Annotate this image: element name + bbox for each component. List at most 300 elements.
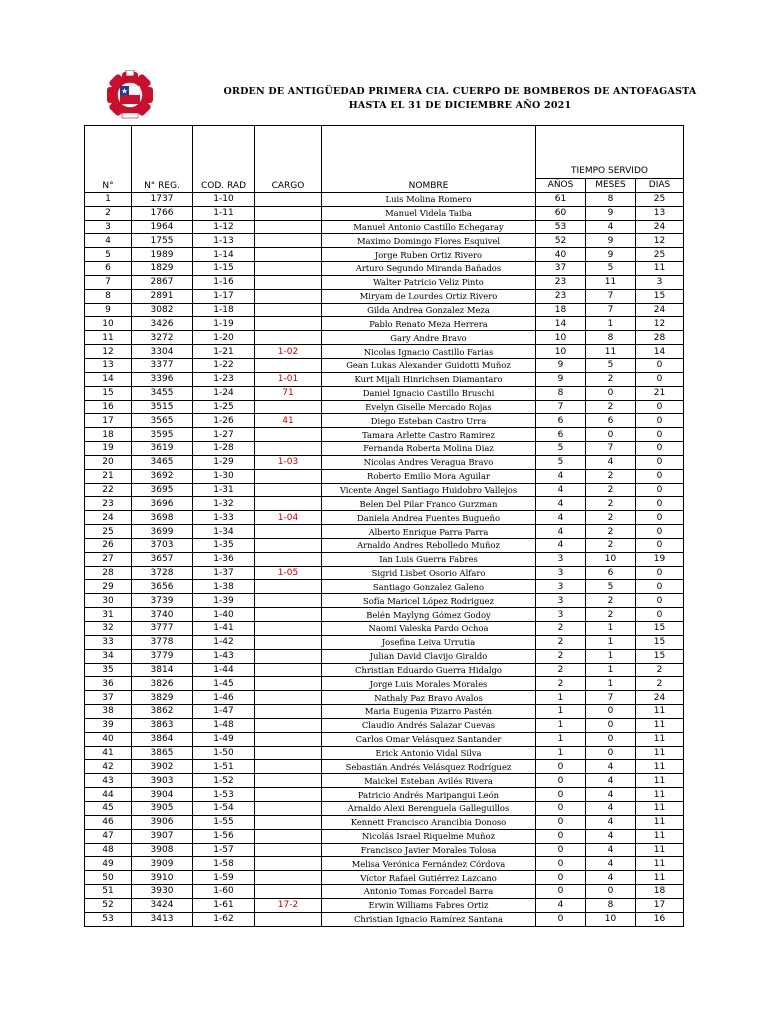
cell-cod-rad: 1-61 [193,898,255,912]
cell-cargo [255,497,322,511]
table-row [85,358,684,372]
cell-cargo [255,220,322,234]
cell-num: 49 [85,857,132,871]
cell-cod-rad: 1-11 [193,206,255,220]
table-row [85,801,684,815]
cell-num: 6 [85,262,132,276]
table-row [85,635,684,649]
cell-num: 40 [85,732,132,746]
header-tiempo-servido: TIEMPO SERVIDO [536,164,684,179]
cell-meses: 0 [586,746,636,760]
cell-nombre: Nicolas Andres Veragua Bravo [322,455,536,469]
cell-num: 11 [85,331,132,345]
cell-cargo [255,538,322,552]
cell-meses: 2 [586,538,636,552]
cell-anos: 7 [536,400,586,414]
cell-anos: 6 [536,428,586,442]
cell-nombre: Manuel Videla Taiba [322,206,536,220]
cell-cargo [255,635,322,649]
cell-meses: 0 [586,428,636,442]
table-row [85,677,684,691]
cell-meses: 2 [586,511,636,525]
cell-meses: 0 [586,718,636,732]
cell-num: 36 [85,677,132,691]
cell-dias: 11 [636,857,684,871]
cell-anos: 40 [536,248,586,262]
cell-cargo [255,649,322,663]
header-anos: AÑOS [536,179,586,193]
cell-reg: 1737 [132,192,193,206]
cell-cod-rad: 1-48 [193,718,255,732]
cell-meses: 4 [586,788,636,802]
cell-reg: 3864 [132,732,193,746]
cell-dias: 3 [636,275,684,289]
table-row [85,815,684,829]
cell-nombre: Gary Andre Bravo [322,331,536,345]
table-row [85,580,684,594]
cell-num: 10 [85,317,132,331]
cell-reg: 2891 [132,289,193,303]
table-row [85,566,684,580]
cell-anos: 0 [536,760,586,774]
cell-cargo [255,622,322,636]
cell-cargo [255,400,322,414]
cell-cargo [255,262,322,276]
cell-reg: 3426 [132,317,193,331]
cell-dias: 0 [636,455,684,469]
cell-cargo: 1-03 [255,455,322,469]
cell-nombre: Naomi Valeska Pardo Ochoa [322,622,536,636]
cell-reg: 3903 [132,774,193,788]
cell-cargo [255,843,322,857]
cell-anos: 0 [536,885,586,899]
cell-meses: 4 [586,871,636,885]
cell-cargo [255,552,322,566]
cell-anos: 10 [536,345,586,359]
cell-dias: 15 [636,649,684,663]
cell-num: 1 [85,192,132,206]
cell-meses: 8 [586,331,636,345]
cell-anos: 8 [536,386,586,400]
cell-dias: 16 [636,912,684,926]
cell-reg: 3826 [132,677,193,691]
table-row [85,871,684,885]
cell-meses: 4 [586,801,636,815]
cell-num: 44 [85,788,132,802]
cell-nombre: Fernanda Roberta Molina Diaz [322,442,536,456]
cell-nombre: Jorge Luis Morales Morales [322,677,536,691]
table-row [85,442,684,456]
cell-num: 46 [85,815,132,829]
cell-meses: 8 [586,898,636,912]
cell-cargo [255,788,322,802]
cell-reg: 1755 [132,234,193,248]
cell-cod-rad: 1-55 [193,815,255,829]
cell-meses: 1 [586,622,636,636]
cell-nombre: Tamara Arlette Castro Ramirez [322,428,536,442]
cell-reg: 3907 [132,829,193,843]
cell-dias: 25 [636,248,684,262]
cell-nombre: Nicolás Israel Riquelme Muñoz [322,829,536,843]
cell-anos: 1 [536,732,586,746]
table-row [85,386,684,400]
cell-meses: 2 [586,497,636,511]
cell-nombre: Kennett Francisco Arancibia Donoso [322,815,536,829]
cell-dias: 17 [636,898,684,912]
cell-meses: 6 [586,414,636,428]
cell-dias: 11 [636,732,684,746]
cell-cargo [255,275,322,289]
cell-meses: 0 [586,732,636,746]
cell-anos: 4 [536,525,586,539]
cell-num: 2 [85,206,132,220]
cell-dias: 0 [636,483,684,497]
cell-cod-rad: 1-47 [193,705,255,719]
table-row [85,428,684,442]
cell-meses: 4 [586,857,636,871]
table-row [85,788,684,802]
cell-cargo: 1-04 [255,511,322,525]
cell-cod-rad: 1-43 [193,649,255,663]
cell-meses: 7 [586,691,636,705]
cell-reg: 3455 [132,386,193,400]
cell-num: 28 [85,566,132,580]
cell-dias: 11 [636,774,684,788]
table-row [85,898,684,912]
cell-nombre: Daniela Andrea Fuentes Bugueño [322,511,536,525]
cell-nombre: Maximo Domingo Flores Esquivel [322,234,536,248]
cell-num: 39 [85,718,132,732]
cell-num: 26 [85,538,132,552]
cell-dias: 0 [636,442,684,456]
cell-cod-rad: 1-13 [193,234,255,248]
cell-anos: 0 [536,788,586,802]
cell-cargo [255,774,322,788]
cell-anos: 0 [536,829,586,843]
cell-num: 18 [85,428,132,442]
cell-cargo [255,718,322,732]
cell-cargo [255,428,322,442]
cell-dias: 11 [636,262,684,276]
cell-dias: 24 [636,220,684,234]
cell-cod-rad: 1-15 [193,262,255,276]
cell-meses: 5 [586,580,636,594]
cell-reg: 3515 [132,400,193,414]
cell-cargo [255,732,322,746]
cell-cargo [255,663,322,677]
cell-reg: 3396 [132,372,193,386]
cell-meses: 2 [586,608,636,622]
table-row [85,746,684,760]
cell-reg: 3465 [132,455,193,469]
table-row [85,248,684,262]
cell-num: 5 [85,248,132,262]
cell-meses: 7 [586,442,636,456]
table-row [85,497,684,511]
cell-num: 8 [85,289,132,303]
cell-cargo [255,580,322,594]
cell-nombre: Maickel Esteban Avilés Rivera [322,774,536,788]
cell-meses: 0 [586,705,636,719]
cell-reg: 3698 [132,511,193,525]
cell-dias: 25 [636,192,684,206]
cell-dias: 0 [636,497,684,511]
cell-cargo [255,801,322,815]
cell-nombre: Sebastián Andrés Velásquez Rodríguez [322,760,536,774]
cell-cargo: 1-01 [255,372,322,386]
cell-cargo [255,248,322,262]
cell-cod-rad: 1-26 [193,414,255,428]
cell-reg: 3740 [132,608,193,622]
fire-department-logo [100,70,160,120]
cell-cargo [255,469,322,483]
table-row [85,829,684,843]
table-row [85,525,684,539]
cell-anos: 3 [536,566,586,580]
cell-anos: 9 [536,358,586,372]
cell-cod-rad: 1-35 [193,538,255,552]
cell-cod-rad: 1-44 [193,663,255,677]
header-meses: MESES [586,179,636,193]
cell-anos: 5 [536,455,586,469]
table-row [85,912,684,926]
cell-reg: 3082 [132,303,193,317]
cell-dias: 24 [636,303,684,317]
cell-meses: 1 [586,677,636,691]
cell-cargo [255,705,322,719]
cell-cargo [255,885,322,899]
cell-anos: 18 [536,303,586,317]
cell-reg: 3909 [132,857,193,871]
cell-cargo [255,525,322,539]
cell-num: 52 [85,898,132,912]
table-row [85,857,684,871]
cell-num: 47 [85,829,132,843]
table-row [85,843,684,857]
cell-anos: 1 [536,718,586,732]
cell-nombre: Víctor Rafael Gutiérrez Lazcano [322,871,536,885]
cell-nombre: Vicente Angel Santiago Huidobro Vallejos [322,483,536,497]
cell-reg: 3908 [132,843,193,857]
cell-cod-rad: 1-62 [193,912,255,926]
cell-nombre: Ian Luis Guerra Fabres [322,552,536,566]
cell-meses: 7 [586,289,636,303]
cell-dias: 0 [636,525,684,539]
cell-anos: 0 [536,815,586,829]
cell-cod-rad: 1-40 [193,608,255,622]
cell-cod-rad: 1-30 [193,469,255,483]
cell-cargo [255,317,322,331]
cell-cargo: 71 [255,386,322,400]
cell-cargo [255,871,322,885]
cell-anos: 4 [536,483,586,497]
cell-cargo [255,303,322,317]
cell-anos: 0 [536,801,586,815]
cell-reg: 3728 [132,566,193,580]
cell-nombre: Pablo Renato Meza Herrera [322,317,536,331]
cell-cod-rad: 1-52 [193,774,255,788]
cell-anos: 1 [536,705,586,719]
cell-nombre: Carlos Omar Velásquez Santander [322,732,536,746]
cell-num: 27 [85,552,132,566]
table-row [85,345,684,359]
cell-cargo [255,594,322,608]
table-row [85,289,684,303]
table-row [85,732,684,746]
cell-meses: 2 [586,469,636,483]
cell-nombre: Claudio Andrés Salazar Cuevas [322,718,536,732]
cell-dias: 0 [636,414,684,428]
cell-cargo [255,829,322,843]
cell-nombre: Alberto Enrique Parra Parra [322,525,536,539]
cell-cargo [255,206,322,220]
cell-nombre: Belen Del Pilar Franco Gurzman [322,497,536,511]
header-dias: DIAS [636,179,684,193]
cell-reg: 3413 [132,912,193,926]
cell-num: 3 [85,220,132,234]
table-row [85,220,684,234]
cell-reg: 3272 [132,331,193,345]
table-row [85,206,684,220]
cell-dias: 11 [636,760,684,774]
cell-cod-rad: 1-46 [193,691,255,705]
cell-reg: 3656 [132,580,193,594]
cell-cod-rad: 1-32 [193,497,255,511]
cell-dias: 0 [636,358,684,372]
cell-cargo: 1-05 [255,566,322,580]
cell-num: 14 [85,372,132,386]
cell-anos: 23 [536,275,586,289]
cell-nombre: Santiago Gonzalez Galeno [322,580,536,594]
cell-reg: 3902 [132,760,193,774]
cell-cod-rad: 1-19 [193,317,255,331]
cell-cargo [255,331,322,345]
cell-meses: 0 [586,885,636,899]
cell-nombre: Arturo Segundo Miranda Bañados [322,262,536,276]
cell-meses: 8 [586,192,636,206]
cell-dias: 0 [636,608,684,622]
table-row [85,594,684,608]
cell-meses: 5 [586,358,636,372]
cell-cod-rad: 1-49 [193,732,255,746]
cell-dias: 0 [636,566,684,580]
cell-nombre: Gilda Andrea Gonzalez Meza [322,303,536,317]
cell-anos: 14 [536,317,586,331]
cell-num: 9 [85,303,132,317]
table-row [85,234,684,248]
cell-num: 21 [85,469,132,483]
cell-dias: 11 [636,801,684,815]
cell-dias: 19 [636,552,684,566]
cell-cod-rad: 1-38 [193,580,255,594]
header-cargo: CARGO [255,126,322,193]
cell-num: 37 [85,691,132,705]
cell-cargo [255,677,322,691]
cell-anos: 2 [536,622,586,636]
cell-meses: 11 [586,275,636,289]
cell-num: 53 [85,912,132,926]
cell-dias: 11 [636,788,684,802]
cell-anos: 4 [536,511,586,525]
table-row [85,774,684,788]
cell-meses: 11 [586,345,636,359]
cell-reg: 3778 [132,635,193,649]
cell-nombre: Antonio Tomas Forcadel Barra [322,885,536,899]
cell-reg: 3930 [132,885,193,899]
header-nombre: NOMBRE [322,126,536,193]
table-row [85,414,684,428]
cell-meses: 2 [586,372,636,386]
cell-num: 22 [85,483,132,497]
cell-reg: 3692 [132,469,193,483]
cell-cod-rad: 1-60 [193,885,255,899]
cell-cod-rad: 1-50 [193,746,255,760]
cell-meses: 9 [586,206,636,220]
table-row [85,552,684,566]
table-row [85,608,684,622]
cell-cod-rad: 1-25 [193,400,255,414]
header-spacer [536,126,684,165]
cell-reg: 3424 [132,898,193,912]
table-row [85,372,684,386]
cell-cod-rad: 1-20 [193,331,255,345]
cell-num: 16 [85,400,132,414]
cell-cod-rad: 1-41 [193,622,255,636]
cell-dias: 12 [636,234,684,248]
cell-cod-rad: 1-51 [193,760,255,774]
table-row [85,275,684,289]
cell-anos: 1 [536,746,586,760]
cell-anos: 3 [536,594,586,608]
table-row [85,663,684,677]
cell-meses: 4 [586,829,636,843]
cell-cod-rad: 1-28 [193,442,255,456]
cell-nombre: Patricio Andrés Maripangui León [322,788,536,802]
cell-cargo [255,912,322,926]
cell-nombre: Nathaly Paz Bravo Avalos [322,691,536,705]
cell-meses: 1 [586,649,636,663]
cell-cod-rad: 1-22 [193,358,255,372]
cell-nombre: Diego Esteban Castro Urra [322,414,536,428]
cell-meses: 1 [586,635,636,649]
cell-num: 42 [85,760,132,774]
table-row [85,538,684,552]
cell-anos: 23 [536,289,586,303]
cell-cod-rad: 1-23 [193,372,255,386]
cell-cod-rad: 1-34 [193,525,255,539]
cell-cod-rad: 1-14 [193,248,255,262]
cell-dias: 0 [636,538,684,552]
table-row [85,705,684,719]
cell-dias: 15 [636,635,684,649]
cell-meses: 4 [586,455,636,469]
cell-num: 45 [85,801,132,815]
cell-dias: 11 [636,843,684,857]
cell-reg: 3695 [132,483,193,497]
cell-dias: 2 [636,677,684,691]
cell-meses: 7 [586,303,636,317]
cell-nombre: Gean Lukas Alexander Guidotti Muñoz [322,358,536,372]
cell-meses: 2 [586,594,636,608]
cell-cargo [255,746,322,760]
cell-anos: 3 [536,608,586,622]
cell-cargo [255,442,322,456]
cell-cargo [255,483,322,497]
cell-reg: 3703 [132,538,193,552]
cell-num: 51 [85,885,132,899]
cell-dias: 0 [636,580,684,594]
cell-cod-rad: 1-29 [193,455,255,469]
